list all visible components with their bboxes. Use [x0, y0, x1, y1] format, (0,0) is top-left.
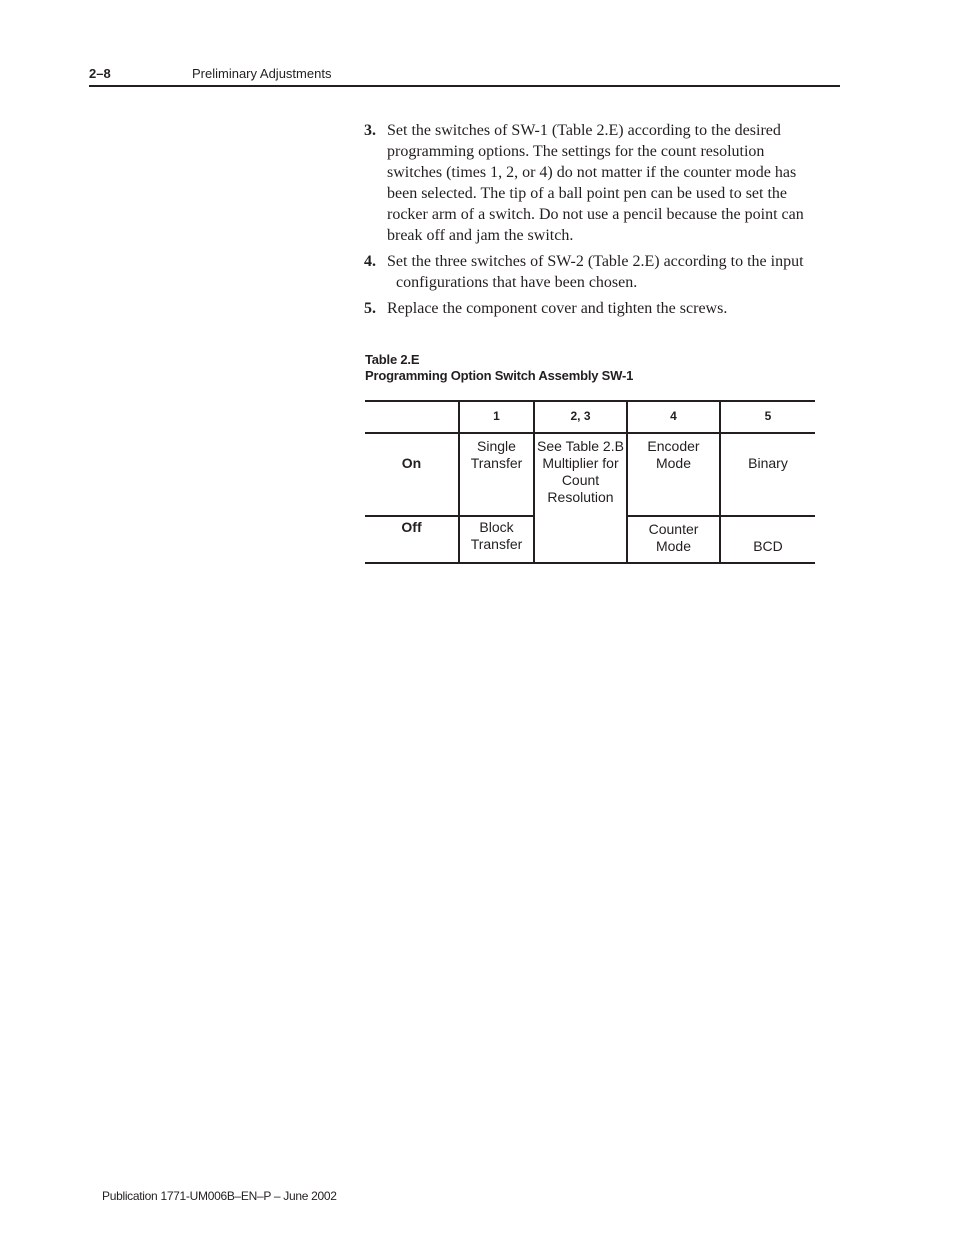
step-text-line: break off and jam the switch.	[387, 227, 574, 244]
off-col4	[628, 521, 719, 555]
cell-line: See Table 2.B	[537, 438, 624, 454]
cell-line: Resolution	[547, 489, 614, 505]
step-4	[364, 251, 844, 293]
step-number: 4.	[364, 253, 376, 270]
cell-line: Mode	[655, 455, 692, 471]
table-rule-top	[365, 400, 815, 402]
table-label: Table 2.E	[365, 352, 420, 367]
column-header-4: 4	[670, 409, 677, 423]
cell-line: BCD	[753, 538, 783, 554]
step-text-line: Set the switches of SW-1 (Table 2.E) according to the desired	[387, 122, 781, 139]
step-text-line: programming options. The settings for the count resolution	[387, 143, 765, 160]
on-col5	[721, 455, 815, 472]
header-rule	[89, 85, 840, 87]
step-number: 5.	[364, 300, 376, 317]
cell-line: Binary	[748, 455, 788, 471]
page-number: 2–8	[89, 66, 111, 81]
column-header-2-3: 2, 3	[570, 409, 591, 423]
section-title: Preliminary Adjustments	[192, 66, 332, 81]
table-rule-bottom	[365, 562, 815, 564]
step-text-line: switches (times 1, 2, or 4) do not matter if the counter mode has	[387, 164, 797, 181]
cell-line: Mode	[655, 538, 692, 554]
row-label-off: Off	[401, 519, 422, 535]
step-number: 3.	[364, 122, 376, 139]
step-text-line: configurations that have been chosen.	[396, 274, 638, 291]
cell-line: Multiplier for	[542, 455, 619, 471]
off-col5	[721, 538, 815, 555]
merged-col23	[535, 438, 626, 506]
off-col1	[460, 519, 533, 553]
column-header-5: 5	[764, 409, 772, 423]
table-rule-header	[365, 432, 815, 434]
cell-line: Counter	[648, 521, 699, 537]
step-text-line: been selected. The tip of a ball point pen can be used to set the	[387, 185, 788, 202]
cell-line: Single	[477, 438, 516, 454]
on-col1	[460, 438, 533, 472]
step-text-line: Set the three switches of SW-2 (Table 2.E) according to the input	[387, 253, 804, 270]
cell-line: Transfer	[470, 536, 523, 552]
step-5	[364, 298, 844, 319]
cell-line: Transfer	[470, 455, 523, 471]
step-text-line: Replace the component cover and tighten the screws.	[387, 300, 728, 317]
column-header-1: 1	[493, 409, 500, 423]
publication-footer: Publication 1771-UM006B–EN–P – June 2002	[102, 1189, 337, 1203]
cell-line: Count	[561, 472, 600, 488]
cell-line: Block	[479, 519, 514, 535]
table-rule-row	[365, 515, 533, 517]
table-rule-row	[627, 515, 815, 517]
cell-line: Encoder	[647, 438, 700, 454]
switch-table	[365, 400, 815, 564]
step-text-line: rocker arm of a switch. Do not use a pencil because the point can	[387, 206, 804, 223]
on-col4	[628, 438, 719, 472]
table-title: Programming Option Switch Assembly SW-1	[365, 368, 634, 383]
table-caption	[365, 352, 633, 384]
step-3	[364, 120, 844, 246]
instruction-steps	[364, 120, 844, 324]
row-label-on: On	[401, 455, 422, 471]
